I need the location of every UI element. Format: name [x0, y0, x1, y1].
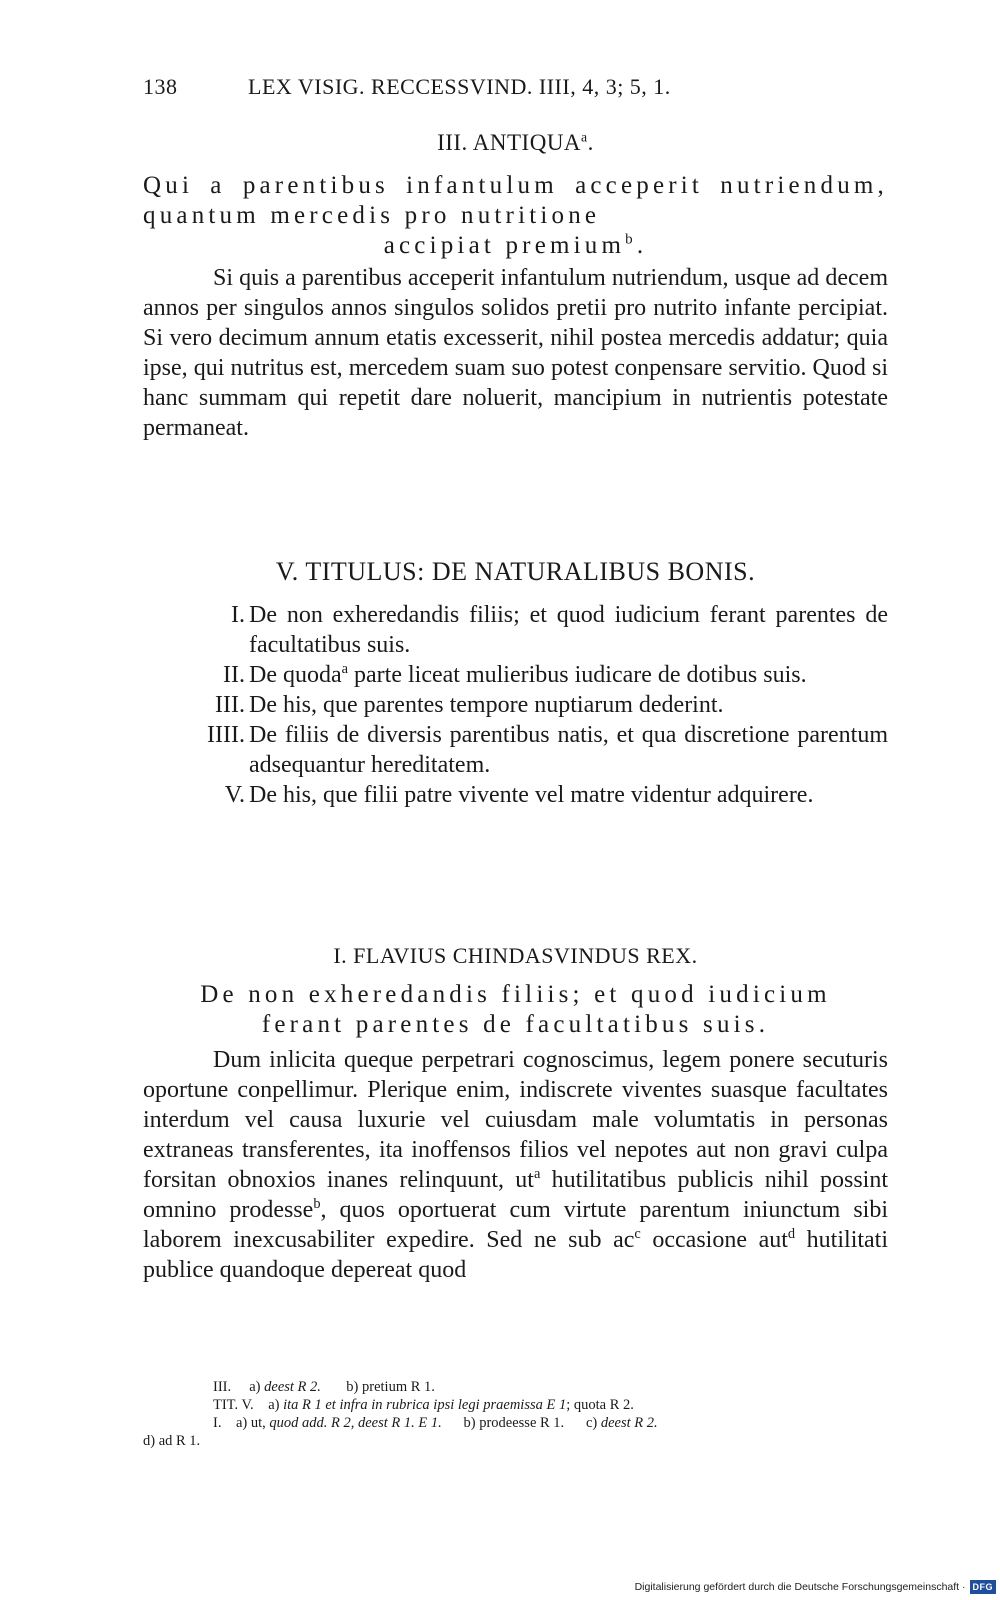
- footnote-mark: a): [249, 1379, 261, 1395]
- footnote-marker: a: [581, 129, 588, 145]
- paragraph-text: Si quis a parentibus acceperit infantulum nutriendum, usque ad decem annos per singulos annos singulos solidos pretii pro nutrito infante percipiat. Si vero decimum annum etatis excesserit, nihil postea mercedis addatur; quia ipse, qui nutritus est, mercedem suam suo potest conpensare servitio. Quod si hanc summam qui repetit dare noluerit, mancipium in nutrientis potestate permaneat.: [143, 265, 888, 441]
- title-heading: V. TITULUS: DE NATURALIBUS BONIS.: [275, 557, 756, 586]
- footnote-marker: a: [341, 661, 349, 677]
- section-heading-text: III. ANTIQUA: [437, 130, 582, 155]
- item-number: II.: [223, 662, 245, 688]
- footnote-text: deest R 2.: [600, 1415, 658, 1431]
- rubric-text: Qui a parentibus infantulum acceperit nutriendum, quantum mercedis pro nutritione: [143, 172, 888, 229]
- footnote-text: b) prodeesse R 1.: [463, 1415, 565, 1431]
- footnote-line: [143, 1414, 888, 1432]
- footnote-text: ; quota R 2.: [566, 1397, 634, 1413]
- footnote-label: I.: [213, 1415, 222, 1431]
- dfg-logo: DFG: [970, 1580, 997, 1594]
- text-run: Dum inlicita queque perpetrari cognoscimus, legem ponere secuturis oportune conpellimur. Plerique enim, indiscrete viventes suasque facultates interdum vel causa luxurie vel cuiusdam male volumtatis in personas extraneas transferentes, ita inoffensos filios vel nepotes aut non gravi culpa forsitan obnoxios inanes relinquunt, ut: [143, 1047, 888, 1193]
- item-text: De filiis de diversis parentibus natis, et qua discretione parentum adsequantur hereditatem.: [249, 722, 888, 778]
- footnote-text: b) pretium R 1.: [346, 1379, 435, 1395]
- rubric-law1: [143, 980, 888, 1040]
- footnote-mark: a): [268, 1397, 280, 1413]
- rubric-text-last: accipiat premium: [383, 232, 626, 259]
- footnote-marker: c: [634, 1226, 641, 1242]
- page-number: 138: [143, 74, 178, 99]
- footnote-mark: c): [585, 1415, 598, 1431]
- contents-item: [143, 600, 888, 660]
- item-text: De his, que filii patre vivente vel matre videntur adquirere.: [249, 782, 814, 808]
- footnote-marker: d: [787, 1226, 796, 1242]
- paragraph-text: [143, 1045, 888, 1285]
- section-heading-antiqua: III. ANTIQUA$^a$.: [437, 129, 594, 155]
- running-header: [143, 74, 888, 104]
- contents-item: [143, 720, 888, 780]
- running-title: LEX VISIG. RECCESSVIND. IIII, 4, 3; 5, 1.: [248, 74, 671, 99]
- footnote-line: [143, 1396, 888, 1414]
- item-text: De quoda: [249, 662, 342, 688]
- contents-item: [143, 780, 888, 810]
- rubric-text: De non exheredandis filiis; et quod iudicium: [200, 981, 831, 1008]
- title-contents-list: [143, 600, 888, 810]
- rubric-text-last: ferant parentes de facultatibus suis.: [261, 1011, 770, 1038]
- item-number: V.: [224, 782, 245, 808]
- item-number: III.: [215, 692, 245, 718]
- footnote-text: deest R 2.: [264, 1379, 321, 1395]
- text-run: occasione aut: [640, 1227, 788, 1253]
- footnote-mark: a) ut,: [235, 1415, 266, 1431]
- footnote-text: quod add. R 2, deest R 1. E 1.: [269, 1415, 442, 1431]
- credit-text: Digitalisierung gefördert durch die Deutsche Forschungsgemeinschaft ·: [634, 1581, 966, 1593]
- contents-item: [143, 690, 888, 720]
- item-number: IIII.: [207, 722, 245, 748]
- item-number: I.: [231, 602, 245, 628]
- footnote-marker: a: [533, 1166, 541, 1182]
- law-heading: I. FLAVIUS CHINDASVINDUS REX.: [333, 943, 698, 968]
- paragraph-law1: [143, 1045, 888, 1285]
- footnote-text: ita R 1 et infra in rubrica ipsi legi praemissa E 1: [283, 1397, 567, 1413]
- text-run: hutilitati publice quandoque depereat quod: [143, 1227, 889, 1283]
- item-text: De his, que parentes tempore nuptiarum dederint.: [249, 692, 724, 718]
- item-text: De non exheredandis filiis; et quod iudicium ferant parentes de facultatibus suis.: [249, 602, 888, 658]
- item-text: parte liceat mulieribus iudicare de dotibus suis.: [348, 662, 807, 688]
- paragraph-antiqua: [143, 263, 888, 443]
- footnote-line: [143, 1378, 888, 1396]
- digitization-credit: [635, 1580, 996, 1594]
- text-run: hutilitatibus publicis nihil possint omnino prodesse: [143, 1167, 888, 1223]
- contents-item: [143, 660, 888, 690]
- footnote-marker: b: [625, 231, 637, 248]
- text-run: , quos oportuerat cum virtute parentum iniunctum sibi laborem inexcusabiliter expedire. Sed ne sub ac: [143, 1197, 888, 1253]
- footnote-label: TIT. V.: [213, 1397, 254, 1413]
- footnotes: [143, 1378, 888, 1450]
- footnote-text: d) ad R 1.: [143, 1433, 201, 1449]
- rubric-punct: .: [636, 232, 648, 259]
- footnote-line: [143, 1432, 888, 1450]
- footnote-label: III.: [213, 1379, 232, 1395]
- footnote-marker: b: [313, 1196, 321, 1212]
- rubric-antiqua: [143, 171, 888, 261]
